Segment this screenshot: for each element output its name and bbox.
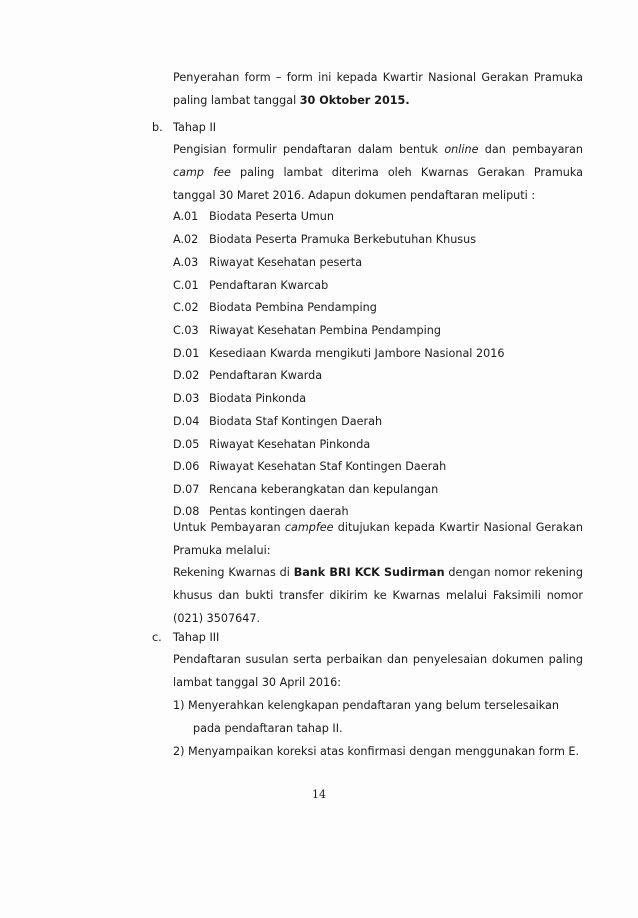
list-item: [173, 320, 441, 342]
doc-label: Kesediaan Kwarda mengikuti Jambore Nasional 2016: [209, 347, 505, 360]
tahap3-title: Tahap III: [173, 631, 220, 644]
doc-label: Riwayat Kesehatan peserta: [209, 256, 363, 269]
list-item: [173, 365, 322, 387]
list-item: 1) Menyerahkan kelengkapan pendaftaran yang belum terselesaikan pada pendaftaran tahap II.: [173, 699, 559, 735]
list-item: [173, 275, 328, 297]
tahap2-paragraph: [173, 138, 583, 207]
payment-text-a: Untuk Pembayaran: [173, 521, 285, 534]
doc-code: C.02: [173, 301, 199, 314]
intro-line2-prefix: paling lambat tanggal: [173, 94, 300, 107]
doc-code: D.04: [173, 415, 200, 428]
doc-label: Riwayat Kesehatan Staf Kontingen Daerah: [209, 460, 447, 473]
tahap3-heading: [152, 627, 219, 649]
intro-paragraph: [173, 66, 583, 112]
list-item: [173, 411, 382, 433]
doc-label: Biodata Peserta Umun: [209, 210, 334, 223]
doc-label: Pentas kontingen daerah: [209, 505, 349, 518]
doc-code: C.03: [173, 324, 199, 337]
tahap3-numbered-list: [173, 694, 583, 763]
list-item: [173, 297, 377, 319]
doc-code: D.05: [173, 438, 200, 451]
bank-text-b: dengan nomor rekening khusus dan bukti transfer dikirim ke Kwarnas melalui Faksimili nomor (021) 3507647.: [173, 566, 583, 625]
tahap2-text-c: paling lambat diterima oleh Kwarnas Gerakan Pramuka tanggal 30 Maret 2016. Adapun dokumen pendaftaran meliputi :: [173, 166, 583, 202]
list-item: [173, 456, 446, 478]
doc-code: D.03: [173, 392, 200, 405]
list-item: [173, 388, 306, 410]
doc-code: A.01: [173, 210, 199, 223]
list-item: [173, 343, 504, 365]
list-item: [173, 434, 370, 456]
tahap2-title: Tahap II: [173, 121, 217, 134]
doc-label: Pendaftaran Kwarcab: [209, 279, 329, 292]
bank-name: Bank BRI KCK Sudirman: [293, 566, 445, 579]
doc-code: C.01: [173, 279, 199, 292]
doc-label: Riwayat Kesehatan Pinkonda: [209, 438, 371, 451]
doc-label: Biodata Staf Kontingen Daerah: [209, 415, 383, 428]
doc-label: Biodata Peserta Pramuka Berkebutuhan Khusus: [209, 233, 477, 246]
payment-campfee: campfee: [284, 521, 334, 534]
doc-code: D.06: [173, 460, 200, 473]
payment-paragraph: [173, 516, 583, 562]
tahap2-text-a: Pengisian formulir pendaftaran dalam bentuk: [173, 143, 445, 156]
list-item: [173, 206, 334, 228]
page-number: 14: [312, 788, 326, 801]
intro-line1: Penyerahan form – form ini kepada Kwartir Nasional Gerakan Pramuka: [173, 71, 583, 84]
doc-label: Biodata Pinkonda: [209, 392, 307, 405]
tahap3-text: Pendaftaran susulan serta perbaikan dan penyelesaian dokumen paling lambat tanggal 30 April 2016:: [173, 653, 583, 689]
tahap2-text-b: dan pembayaran: [478, 143, 583, 156]
bank-paragraph: [173, 561, 583, 630]
list-item: [173, 229, 476, 251]
bank-text-a: Rekening Kwarnas di: [173, 566, 294, 579]
doc-code: A.02: [173, 233, 199, 246]
list-item: [173, 252, 362, 274]
tahap2-online: online: [444, 143, 479, 156]
doc-code: D.02: [173, 369, 200, 382]
doc-code: A.03: [173, 256, 199, 269]
payment-text-b: ditujukan kepada Kwartir Nasional Gerakan Pramuka melalui:: [173, 521, 583, 557]
doc-code: D.08: [173, 505, 200, 518]
doc-code: D.07: [173, 483, 200, 496]
list-item: [173, 479, 438, 501]
doc-label: Pendaftaran Kwarda: [209, 369, 323, 382]
tahap2-heading: [152, 117, 216, 139]
tahap2-letter: b.: [152, 121, 163, 134]
doc-label: Rencana keberangkatan dan kepulangan: [209, 483, 439, 496]
doc-label: Biodata Pembina Pendamping: [209, 301, 377, 314]
tahap2-campfee: camp fee: [173, 166, 231, 179]
doc-code: D.01: [173, 347, 200, 360]
intro-deadline: 30 Oktober 2015.: [299, 94, 410, 107]
tahap3-letter: c.: [152, 631, 162, 644]
doc-label: Riwayat Kesehatan Pembina Pendamping: [209, 324, 441, 337]
list-item: 2) Menyampaikan koreksi atas konfirmasi dengan menggunakan form E.: [173, 745, 580, 758]
tahap3-paragraph: [173, 648, 583, 694]
